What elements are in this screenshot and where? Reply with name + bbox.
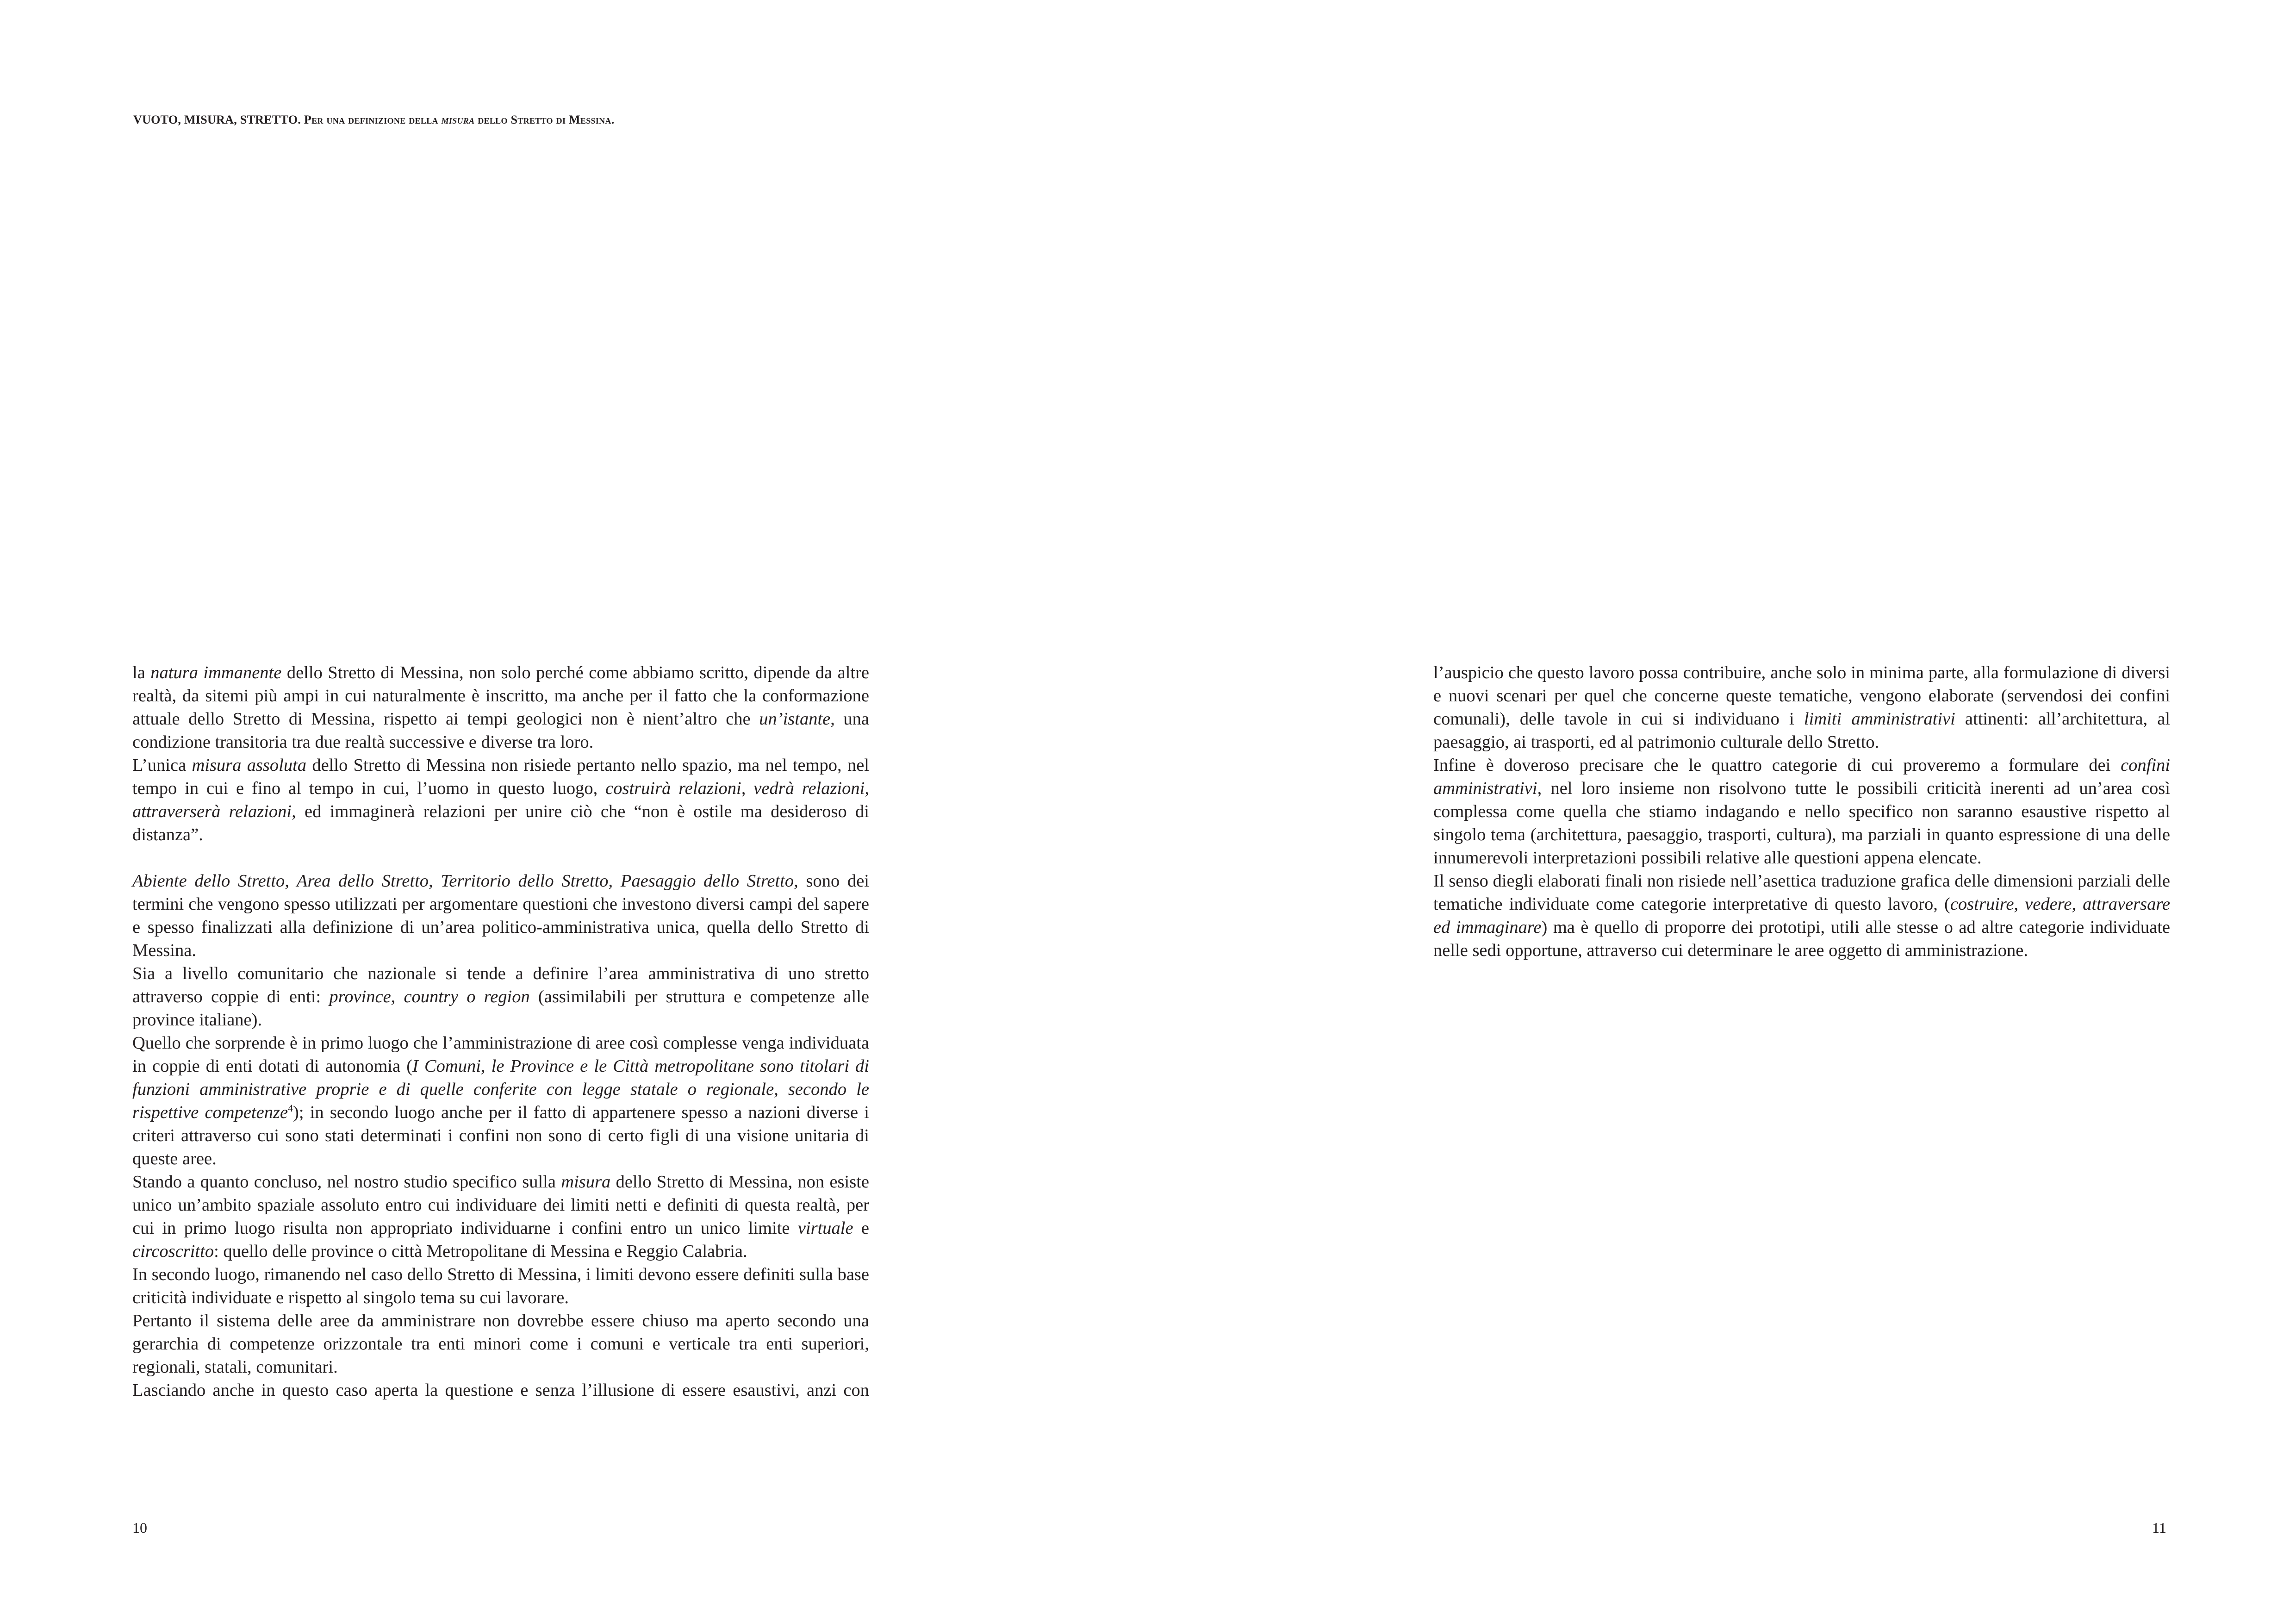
running-head-title: VUOTO, MISURA, STRETTO. <box>133 113 301 126</box>
running-head-subtitle: Per una definizione della misura dello Stretto di Messina. <box>304 113 615 126</box>
paragraph: Pertanto il sistema delle aree da amministrare non dovrebbe essere chiuso ma aperto secondo una gerarchia di competenze orizzontale tra enti minori come i comuni e verticale tra enti superiori, regionali, statali, comunitari. <box>132 1311 869 1377</box>
paragraph: Il senso diegli elaborati finali non risiede nell’asettica traduzione grafica delle dimensioni parziali delle tematiche individuate come categorie interpretative di questo lavoro, (costruire, vedere, attraversare ed immaginare) ma è quello di proporre dei prototipi, utili alle stesse o ad altre categorie individuate nelle sedi opportune, attraverso cui determinare le aree oggetto di amministrazione. <box>1433 871 2171 960</box>
paragraph: Stando a quanto concluso, nel nostro studio specifico sulla misura dello Stretto di Messina, non esiste unico un’ambito spaziale assoluto entro cui individuare dei limiti netti e definiti di questa realtà, per cui in primo luogo risulta non appropriato individuarne i confini entro un unico limite virtuale e circoscritto: quello delle province o città Metropolitane di Messina e Reggio Calabria. <box>132 1172 869 1261</box>
paragraph: Infine è doveroso precisare che le quattro categorie di cui proveremo a formulare dei confini amministrativi, nel loro insieme non risolvono tutte le possibili criticità inerenti ad un’area così complessa come quella che stiamo indagando e nello specifico non saranno esaustive rispetto al singolo tema (architettura, paesaggio, trasporti, cultura), ma parziali in quanto espressione di una delle innumerevoli interpretazioni possibili relative alle questioni appena elencate. <box>1433 756 2170 868</box>
paragraph: la natura immanente dello Stretto di Messina, non solo perché come abbiamo scritto, dipende da altre realtà, da sitemi più ampi in cui naturalmente è inscritto, ma anche per il fatto che la conformazione attuale dello Stretto di Messina, rispetto ai tempi geologici non è nient’altro che un’istante, una condizione transitoria tra due realtà successive e diverse tra loro. <box>132 663 870 752</box>
paragraph: l’auspicio che questo lavoro possa contribuire, anche solo in minima parte, alla formulazione di diversi e nuovi scenari per quel che concerne queste tematiche, vengono elaborate (servendosi dei confini comunali), delle tavole in cui si individuano i limiti amministrativi attinenti: all’architettura, al paesaggio, ai trasporti, ed al patrimonio culturale dello Stretto. <box>1433 663 2170 752</box>
footnote-ref: 4 <box>288 1102 293 1114</box>
paragraph: Sia a livello comunitario che nazionale si tende a definire l’area amministrativa di uno stretto attraverso coppie di enti: province, country o region (assimilabili per struttura e competenze alle province italiane). <box>132 964 869 1030</box>
page-number-right: 11 <box>2152 1519 2166 1536</box>
paragraph: Lasciando anche in questo caso aperta la questione e senza l’illusione di essere esaustivi, anzi con <box>132 1380 869 1400</box>
paragraph: L’unica misura assoluta dello Stretto di Messina non risiede pertanto nello spazio, ma nel tempo, nel tempo in cui e fino al tempo in cui, l’uomo in questo luogo, costruirà relazioni, vedrà relazioni, attraverserà relazioni, ed immaginerà relazioni per unire ciò che “non è ostile ma desideroso di distanza”. <box>132 756 869 844</box>
paragraph: Quello che sorprende è in primo luogo che l’amministrazione di aree così complesse venga individuata in coppie di enti dotati di autonomia (I Comuni, le Province e le Città metropolitane sono titolari di funzioni amministrative proprie e di quelle conferite con legge statale o regionale, secondo le rispettive competenze$^4$); in secondo luogo anche per il fatto di appartenere spesso a nazioni diverse i criteri attraverso cui sono stati determinati i confini non sono di certo figli di una visione unitaria di queste aree. <box>132 1033 869 1168</box>
paragraph-spacer <box>132 846 869 869</box>
running-head <box>133 113 615 127</box>
paragraph: Abiente dello Stretto, Area dello Stretto, Territorio dello Stretto, Paesaggio dello Stretto, sono dei termini che vengono spesso utilizzati per argomentare questioni che investono diversi campi del sapere e spesso finalizzati alla definizione di un’area politico-amministrativa unica, quella dello Stretto di Messina. <box>132 871 869 960</box>
paragraph: In secondo luogo, rimanendo nel caso dello Stretto di Messina, i limiti devono essere definiti sulla base criticità individuate e rispetto al singolo tema su cui lavorare. <box>132 1265 869 1307</box>
right-text-column <box>1433 661 2170 962</box>
left-text-column <box>132 661 869 1402</box>
page-number-left: 10 <box>132 1519 147 1536</box>
